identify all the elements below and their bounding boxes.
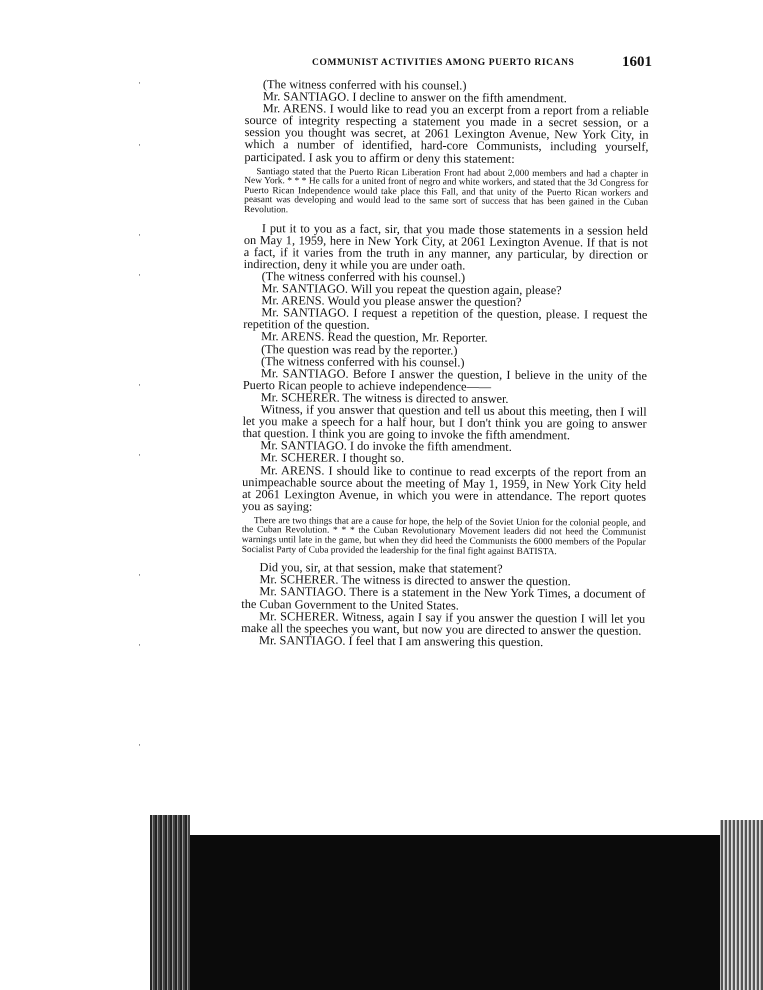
paragraph: (The witness conferred with his counsel.) bbox=[260, 353, 465, 370]
paragraph: Mr. ARENS. Would you please answer the question? bbox=[261, 293, 522, 310]
paragraph: (The witness conferred with his counsel.) bbox=[262, 77, 467, 93]
paragraph: I put it to you as a fact, sir, that you made those statements in a session held on May 1, 1959, here in New York City, at 2061 Lexington Avenue. If that is not a fact, if it varies from the truth in any manner, any particular, by direction or indirection, deny it while you are under oath. bbox=[243, 220, 648, 273]
paragraph: (The witness conferred with his counsel.) bbox=[261, 269, 466, 285]
running-head: COMMUNIST ACTIVITIES AMONG PUERTO RICANS bbox=[312, 58, 575, 68]
paragraph: Mr. SANTIAGO. There is a statement in the New York Times, a document of the Cuban Government to the United States. bbox=[241, 584, 646, 613]
paragraph: Did you, sir, at that session, make that statement? bbox=[259, 560, 503, 577]
paragraph: Mr. ARENS. I should like to continue to read excerpts of the report from an unimpeachable source about the meeting of May 1, 1959, in New York City held at 2061 Lexington Avenue, in which you were in attendance. The report quotes you as saying: bbox=[241, 462, 647, 514]
bleed-through-marks bbox=[138, 0, 158, 990]
document-body bbox=[241, 78, 649, 649]
page-number: 1601 bbox=[622, 54, 652, 70]
paragraph: Mr. SCHERER. The witness is directed to answer the question. bbox=[259, 572, 571, 589]
paragraph: Mr. SCHERER. The witness is directed to answer. bbox=[260, 390, 509, 406]
paragraph: Mr. ARENS. Read the question, Mr. Reporter. bbox=[261, 329, 488, 346]
paragraph: Mr. SANTIAGO. I do invoke the fifth amendment. bbox=[260, 438, 512, 455]
paragraph: Mr. SANTIAGO. I request a repetition of the question, please. I request the repetition of the question. bbox=[243, 305, 648, 333]
page-edge bbox=[720, 820, 763, 990]
page-header bbox=[312, 54, 652, 76]
bleed-mark: · bbox=[138, 740, 141, 750]
scan-shadow bbox=[150, 835, 763, 990]
bleed-mark: · bbox=[138, 140, 141, 150]
bleed-mark: · bbox=[138, 270, 141, 280]
paragraph: Mr. SANTIAGO. I feel that I am answering this question. bbox=[259, 632, 544, 649]
bleed-mark: · bbox=[138, 450, 141, 460]
bleed-mark: · bbox=[138, 78, 141, 88]
bleed-mark: · bbox=[138, 380, 141, 390]
bleed-mark: · bbox=[138, 230, 141, 240]
bleed-mark: · bbox=[138, 570, 141, 580]
paragraph: Mr. SCHERER. I thought so. bbox=[260, 450, 405, 466]
paragraph: Mr. SANTIAGO. I decline to answer on the fifth amendment. bbox=[262, 89, 567, 106]
paragraph: Mr. SCHERER. Witness, again I say if you answer the question I will let you make all the speeches you want, but now you are directed to answer the question. bbox=[241, 608, 646, 638]
paragraph: (The question was read by the reporter.) bbox=[261, 341, 458, 358]
paragraph: Mr. ARENS. I would like to read you an excerpt from a report from a reliable source of integrity respecting a statement you made in a secret session, or a session you thought was secret, at 2061 Lexington Avenue, New York City, in which a number of identified, hard-core Communists, including yourself, participated. I ask you to affirm or deny this statement: bbox=[244, 101, 649, 166]
paragraph: Witness, if you answer that question and tell us about this meeting, then I will let you make a speech for a half hour, but I don't think you are going to answer that question. I think you are going to invoke the fifth amendment. bbox=[242, 402, 647, 443]
paragraph: Mr. SANTIAGO. Before I answer the question, I believe in the unity of the Puerto Rican people to achieve independence—— bbox=[242, 365, 647, 394]
block-quote: There are two things that are a cause for hope, the help of the Soviet Union for the colonial people, and the Cuban Revolution. * * * the Cuban Revolutionary Movement leaders did not heed the Communist warnings until late in the game, but when they did heed the Communists the 6000 members of the Popular Socialist Party of Cuba provided the leadership for the final fight against BATISTA. bbox=[241, 515, 646, 557]
paragraph: Mr. SANTIAGO. Will you repeat the question again, please? bbox=[261, 281, 562, 298]
bleed-mark: · bbox=[138, 640, 141, 650]
block-quote: Santiago stated that the Puerto Rican Liberation Front had about 2,000 members and had a chapter in New York. * * * He calls for a united front of negro and white workers, and stated that the 3d Congress for Puerto Rican Independence would take place this Fall, and that unity of the Puerto Rican workers and peasant was developing and would lead to the same sort of success that has been gained in the Cuban Revolution. bbox=[244, 166, 649, 216]
